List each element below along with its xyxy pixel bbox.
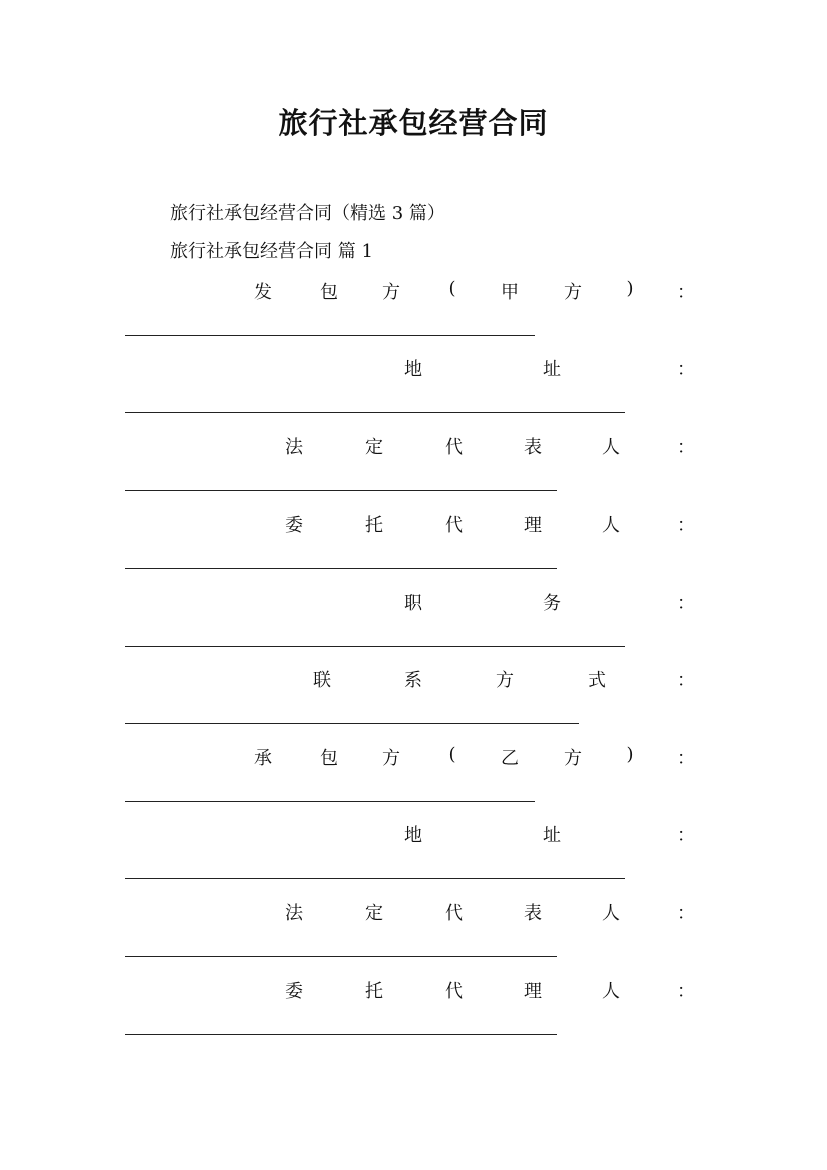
field-label-char: 托: [365, 981, 383, 1002]
field-label-address-b: [0, 821, 827, 845]
field-label-char: 法: [285, 437, 303, 458]
field-colon: ：: [677, 437, 695, 458]
field-label-char: 委: [285, 515, 303, 536]
field-label-char: 址: [543, 825, 561, 846]
field-label-char: 务: [543, 593, 561, 614]
field-label-char: 表: [524, 903, 542, 924]
field-colon: ：: [677, 981, 695, 1002]
fill-in-blank-agent-b[interactable]: [125, 1034, 557, 1035]
field-label-char: 法: [285, 903, 303, 924]
field-label-agent-b: [0, 977, 827, 1001]
field-label-char: 人: [602, 981, 620, 1002]
fill-in-blank-address-a[interactable]: [125, 412, 625, 413]
field-label-char: 方: [496, 670, 514, 691]
field-colon: ：: [677, 515, 695, 536]
fill-in-blank-legal-rep-a[interactable]: [125, 490, 557, 491]
field-label-char: 理: [524, 981, 542, 1002]
section-heading: 旅行社承包经营合同 篇 1: [170, 241, 373, 262]
field-label-char: 方: [382, 748, 400, 769]
fill-in-blank-legal-rep-b[interactable]: [125, 956, 557, 957]
field-label-char: 托: [365, 515, 383, 536]
document-title: 旅行社承包经营合同: [278, 106, 549, 140]
fill-in-blank-contractor-party-a[interactable]: [125, 335, 535, 336]
field-label-address-a: [0, 355, 827, 379]
field-label-char: 包: [320, 282, 338, 303]
field-label-char: 式: [588, 670, 606, 691]
field-colon: ：: [677, 359, 695, 380]
field-label-char: 方: [564, 282, 582, 303]
field-label-char: 人: [602, 515, 620, 536]
field-label-contractor-party-a: [0, 278, 827, 302]
document-subtitle: 旅行社承包经营合同（精选 3 篇）: [170, 203, 445, 224]
field-label-char: 代: [445, 903, 463, 924]
field-label-char: 代: [445, 515, 463, 536]
field-label-char: (: [448, 278, 456, 299]
fill-in-blank-address-b[interactable]: [125, 878, 625, 879]
field-colon: ：: [677, 748, 695, 769]
field-label-agent-a: [0, 511, 827, 535]
field-label-char: (: [448, 744, 456, 765]
field-label-char: 职: [404, 593, 422, 614]
field-label-char: 甲: [501, 282, 519, 303]
field-label-char: ): [626, 278, 634, 299]
field-label-char: 代: [445, 437, 463, 458]
field-colon: ：: [677, 593, 695, 614]
field-label-char: 定: [365, 437, 383, 458]
field-label-char: 人: [602, 903, 620, 924]
field-label-char: 址: [543, 359, 561, 380]
field-label-char: 乙: [501, 748, 519, 769]
field-label-char: 人: [602, 437, 620, 458]
field-colon: ：: [677, 825, 695, 846]
field-label-char: 理: [524, 515, 542, 536]
field-label-char: 发: [254, 282, 272, 303]
field-colon: ：: [677, 670, 695, 691]
field-label-char: 表: [524, 437, 542, 458]
fill-in-blank-position-a[interactable]: [125, 646, 625, 647]
field-label-char: 方: [564, 748, 582, 769]
field-label-char: 代: [445, 981, 463, 1002]
field-label-legal-rep-a: [0, 433, 827, 457]
field-label-contact-a: [0, 666, 827, 690]
field-label-char: 联: [313, 670, 331, 691]
field-label-legal-rep-b: [0, 899, 827, 923]
field-label-char: ): [626, 744, 634, 765]
field-label-contractor-party-b: [0, 744, 827, 768]
field-label-char: 定: [365, 903, 383, 924]
fill-in-blank-contractor-party-b[interactable]: [125, 801, 535, 802]
field-label-char: 包: [320, 748, 338, 769]
field-label-char: 方: [382, 282, 400, 303]
field-label-position-a: [0, 589, 827, 613]
field-label-char: 承: [254, 748, 272, 769]
field-colon: ：: [677, 903, 695, 924]
fill-in-blank-agent-a[interactable]: [125, 568, 557, 569]
field-label-char: 地: [404, 825, 422, 846]
field-colon: ：: [677, 282, 695, 303]
field-label-char: 系: [404, 670, 422, 691]
fill-in-blank-contact-a[interactable]: [125, 723, 579, 724]
field-label-char: 地: [404, 359, 422, 380]
field-label-char: 委: [285, 981, 303, 1002]
